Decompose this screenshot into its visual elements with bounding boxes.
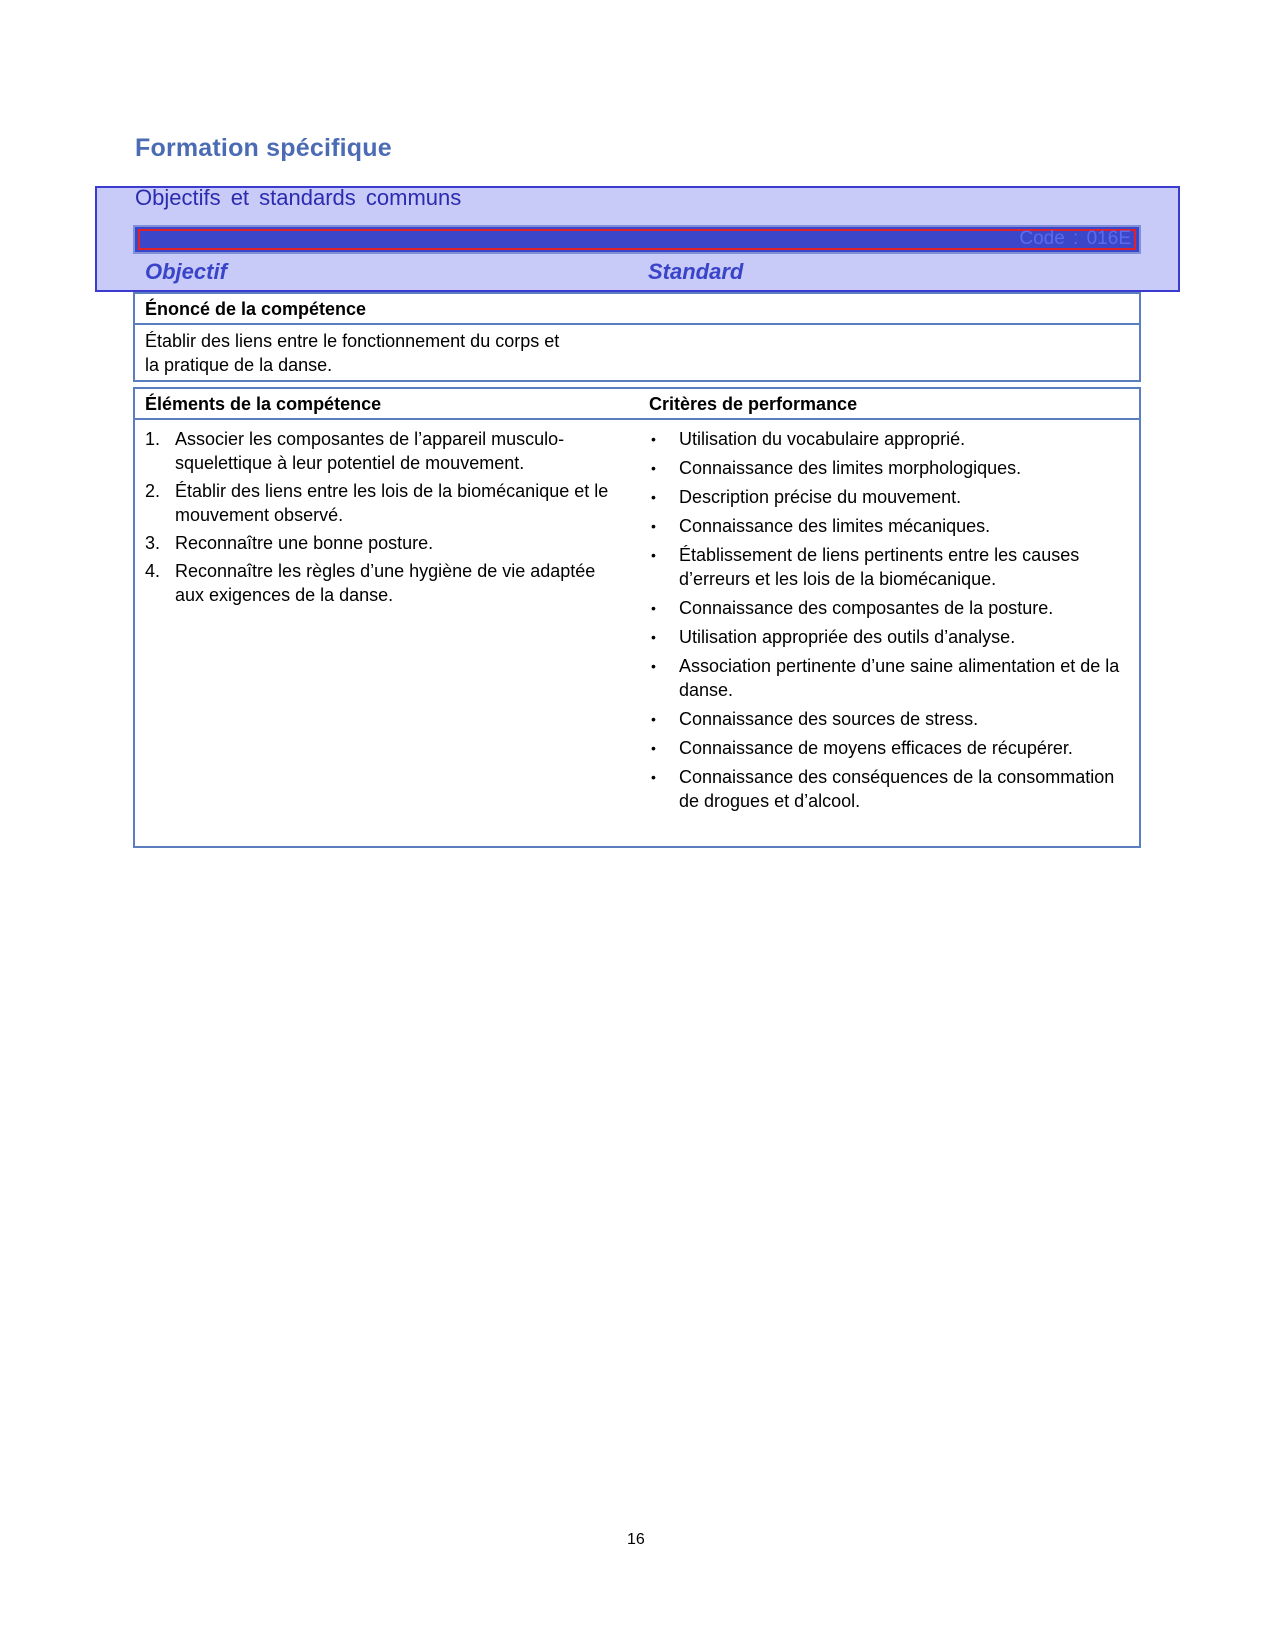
list-item [649, 543, 1124, 591]
elements-header-row [135, 389, 1139, 420]
elements-table [133, 387, 1141, 848]
criterion-text: Connaissance des composantes de la posture. [679, 598, 1054, 618]
item-number: 1. [145, 429, 161, 449]
criteria-list [649, 427, 1124, 818]
bullet-icon: • [651, 769, 656, 785]
item-text: Reconnaître une bonne posture. [175, 533, 434, 553]
elements-heading: Éléments de la compétence [145, 394, 382, 414]
list-item [649, 707, 1124, 731]
code-bar [133, 225, 1141, 254]
list-item [649, 456, 1124, 480]
elements-list [145, 427, 625, 611]
enonce-text-line1: Établir des liens entre le fonctionnement du corps et [145, 331, 560, 351]
enonce-header-row [135, 294, 1139, 325]
bullet-icon: • [651, 431, 656, 447]
list-item [145, 559, 625, 607]
criterion-text: Description précise du mouvement. [679, 487, 962, 507]
code-bar-frame [138, 229, 1136, 250]
criterion-text: Association pertinente d’une saine alimentation et de la danse. [679, 656, 1120, 700]
enonce-text-line2: la pratique de la danse. [145, 355, 333, 375]
list-item [649, 485, 1124, 509]
item-number: 4. [145, 561, 161, 581]
page-number: 16 [627, 1531, 645, 1548]
list-item [649, 514, 1124, 538]
list-item [145, 531, 625, 555]
criterion-text: Utilisation appropriée des outils d’analyse. [679, 627, 1016, 647]
bullet-icon: • [651, 740, 656, 756]
criterion-text: Utilisation du vocabulaire approprié. [679, 429, 966, 449]
enonce-heading: Énoncé de la compétence [145, 299, 367, 319]
enonce-table [133, 292, 1141, 382]
criterion-text: Connaissance de moyens efficaces de récupérer. [679, 738, 1073, 758]
code-label: Code : 016E [1019, 228, 1131, 249]
subtitle: Objectifs et standards communs [135, 185, 462, 210]
item-text: Reconnaître les règles d’une hygiène de vie adaptée aux exigences de la danse. [175, 561, 596, 605]
bullet-icon: • [651, 658, 656, 674]
list-item [649, 625, 1124, 649]
list-item [649, 596, 1124, 620]
bullet-icon: • [651, 711, 656, 727]
section-title: Formation spécifique [135, 134, 392, 162]
bullet-icon: • [651, 518, 656, 534]
list-item [649, 736, 1124, 760]
list-item [145, 479, 625, 527]
list-item [649, 765, 1124, 813]
list-item [649, 654, 1124, 702]
bullet-icon: • [651, 460, 656, 476]
item-text: Associer les composantes de l’appareil musculo-squelettique à leur potentiel de mouvement. [175, 429, 565, 473]
criterion-text: Établissement de liens pertinents entre les causes d’erreurs et les lois de la biomécanique. [679, 545, 1080, 589]
criteria-heading: Critères de performance [649, 394, 858, 414]
item-number: 3. [145, 533, 161, 553]
objectif-column-header: Objectif [145, 259, 227, 284]
bullet-icon: • [651, 489, 656, 505]
standard-column-header: Standard [648, 259, 744, 284]
item-text: Établir des liens entre les lois de la biomécanique et le mouvement observé. [175, 481, 609, 525]
list-item [145, 427, 625, 475]
criterion-text: Connaissance des limites mécaniques. [679, 516, 991, 536]
criterion-text: Connaissance des conséquences de la consommation de drogues et d’alcool. [679, 767, 1115, 811]
list-item [649, 427, 1124, 451]
bullet-icon: • [651, 547, 656, 563]
criterion-text: Connaissance des sources de stress. [679, 709, 979, 729]
item-number: 2. [145, 481, 161, 501]
bullet-icon: • [651, 600, 656, 616]
criterion-text: Connaissance des limites morphologiques. [679, 458, 1022, 478]
bullet-icon: • [651, 629, 656, 645]
